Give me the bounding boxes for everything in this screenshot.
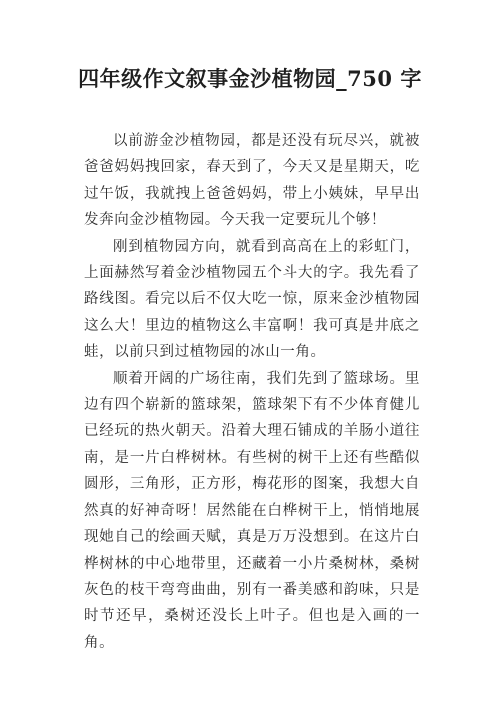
paragraph: 刚到植物园方向，就看到高高在上的彩虹门，上面赫然写着金沙植物园五个斗大的字。我先看了路线图。看完以后不仅大吃一惊，原来金沙植物园这么大！里边的植物这么丰富啊！我可真是井底之蛙，以前只到过植物园的冰山一角。 <box>84 238 420 361</box>
article-body <box>84 128 420 656</box>
paragraph: 顺着开阔的广场往南，我们先到了篮球场。里边有四个崭新的篮球架，篮球架下有不少体育健儿已经玩的热火朝天。沿着大理石铺成的羊肠小道往南，是一片白桦树林。有些树的树干上还有些酷似圆形，三角形，正方形，梅花形的图案，我想大自然真的好神奇呀！居然能在白桦树干上，悄悄地展现她自己的绘画天赋，真是万万没想到。在这片白桦树林的中心地带里，还藏着一小片桑树林，桑树灰色的枝干弯弯曲曲，别有一番美感和韵味，只是时节还早，桑树还没长上叶子。但也是入画的一角。 <box>84 370 420 651</box>
page-title: 四年级作文叙事金沙植物园_750 字 <box>78 66 422 91</box>
paragraph: 以前游金沙植物园，都是还没有玩尽兴，就被爸爸妈妈拽回家，春天到了，今天又是星期天，吃过午饭，我就拽上爸爸妈妈，带上小姨妹，早早出发奔向金沙植物园。今天我一定要玩儿个够！ <box>84 133 420 229</box>
